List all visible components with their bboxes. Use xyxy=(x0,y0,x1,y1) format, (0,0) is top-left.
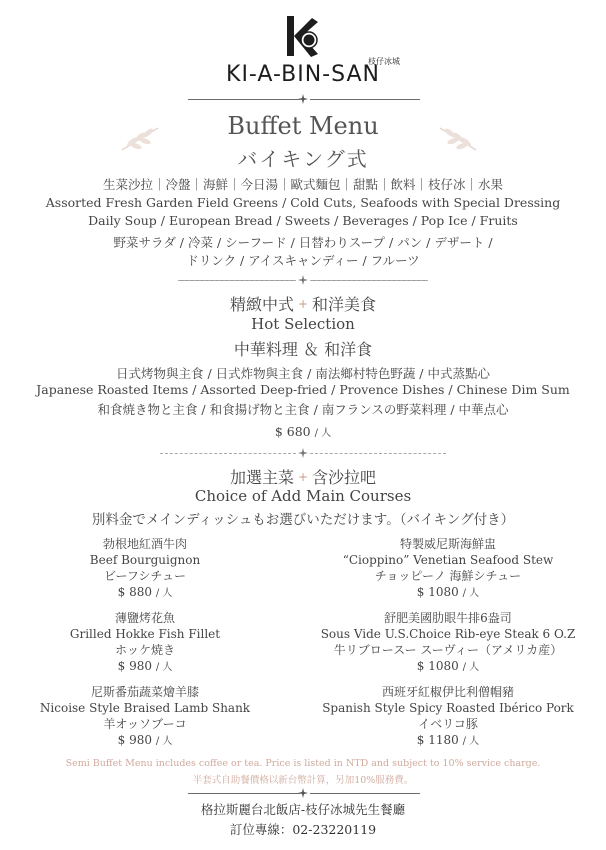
price-value: $ 880 xyxy=(117,585,152,599)
hot-selection-heading-jp: 中華料理 ＆ 和洋食 xyxy=(233,340,373,359)
heading-part: 和洋美食 xyxy=(312,295,377,314)
price-value: $ 1080 xyxy=(416,659,459,673)
item-name-jp: チョッピーノ 海鮮シチュー xyxy=(374,569,522,583)
price-unit: / 人 xyxy=(462,588,480,599)
price-unit: / 人 xyxy=(155,662,173,673)
item-name-cn: 薄鹽烤花魚 xyxy=(114,611,175,625)
menu-title: Buffet Menu xyxy=(227,112,379,140)
item-name-en: Beef Bourguignon xyxy=(89,553,201,567)
divider xyxy=(310,280,428,281)
buffet-items-cn: 生菜沙拉｜冷盤｜海鮮｜今日湯｜歐式麵包｜甜點｜飲料｜枝仔冰｜水果 xyxy=(102,177,503,192)
buffet-items-en: Assorted Fresh Garden Field Greens / Cold Cuts, Seafoods with Special Dressing xyxy=(45,195,561,210)
price-value: $ 1080 xyxy=(416,585,459,599)
price-unit: / 人 xyxy=(462,736,480,747)
divider xyxy=(178,280,296,281)
buffet-items-jp: ドリンク / アイスキャンディー / フルーツ xyxy=(186,253,420,268)
item-name-cn: 舒肥美國肋眼牛排6盎司 xyxy=(384,611,512,625)
price-value: $ 1180 xyxy=(416,733,459,747)
menu-item xyxy=(10,684,280,750)
item-name-en: “Cioppino” Venetian Seafood Stew xyxy=(342,553,554,567)
price-unit: / 人 xyxy=(155,588,173,599)
price-unit: / 人 xyxy=(314,428,332,439)
divider-bottom xyxy=(310,793,420,794)
item-name-jp: ホッケ焼き xyxy=(114,643,175,657)
price-unit: / 人 xyxy=(155,736,173,747)
divider-top xyxy=(310,99,420,100)
menu-item xyxy=(10,610,280,676)
service-note-en: Semi Buffet Menu includes coffee or tea. Price is listed in NTD and subject to 10% service charge. xyxy=(65,758,541,769)
heading-part: 含沙拉吧 xyxy=(312,468,377,487)
plus-icon: + xyxy=(297,297,309,311)
item-name-cn: 尼斯番茄蔬菜燴羊膝 xyxy=(90,685,199,699)
brand-name-cn: 枝仔冰城 xyxy=(368,57,400,66)
item-price xyxy=(10,584,280,602)
item-price xyxy=(313,584,583,602)
price-unit: / 人 xyxy=(462,662,480,673)
plus-icon: + xyxy=(297,470,309,484)
buffet-items-jp: 野菜サラダ / 冷菜 / シーフード / 日替わりスープ / パン / デザート / xyxy=(113,235,493,250)
price-value: $ 980 xyxy=(117,659,152,673)
hot-items-cn: 日式烤物與主食 / 日式炸物與主食 / 南法鄉村特色野蔬 / 中式蒸點心 xyxy=(116,366,490,381)
menu-item xyxy=(313,684,583,750)
menu-item xyxy=(313,610,583,676)
item-name-jp: ビーフシチュー xyxy=(103,569,187,583)
heading-part: 精緻中式 xyxy=(229,295,294,314)
ornament-icon xyxy=(298,788,308,798)
item-name-en: Sous Vide U.S.Choice Rib-eye Steak 6 O.Z xyxy=(320,627,576,641)
item-name-en: Nicoise Style Braised Lamb Shank xyxy=(39,701,251,715)
ornament-icon xyxy=(298,94,308,104)
menu-item xyxy=(10,536,280,602)
item-price xyxy=(10,732,280,750)
menu-item xyxy=(313,536,583,602)
add-main-heading-en: Choice of Add Main Courses xyxy=(194,487,412,505)
price-value: $ 980 xyxy=(117,733,152,747)
hot-items-jp: 和食焼き物と主食 / 和食揚げ物と主食 / 南フランスの野菜料理 / 中華点心 xyxy=(97,402,509,417)
brand-name: KI-A-BIN-SAN xyxy=(226,62,380,87)
restaurant-name: 格拉斯麗台北飯店-枝仔冰城先生餐廳 xyxy=(200,802,406,817)
divider-bottom xyxy=(188,793,300,794)
buffet-items-en: Daily Soup / European Bread / Sweets / Beverages / Pop Ice / Fruits xyxy=(88,213,518,228)
item-price xyxy=(313,732,583,750)
divider xyxy=(310,453,446,454)
item-name-en: Grilled Hokke Fish Fillet xyxy=(69,627,221,641)
item-price xyxy=(10,658,280,676)
add-main-heading xyxy=(0,465,606,488)
item-name-en: Spanish Style Spicy Roasted Ibérico Pork xyxy=(322,701,574,715)
hot-selection-price xyxy=(0,424,606,439)
item-name-cn: 特製威尼斯海鮮盅 xyxy=(399,537,496,551)
item-name-jp: イベリコ豚 xyxy=(418,717,478,731)
menu-title-jp: バイキング式 xyxy=(237,147,369,171)
item-name-jp: 羊オッソブーコ xyxy=(103,717,187,731)
item-name-cn: 西班牙紅椒伊比利僧帽豬 xyxy=(381,685,514,699)
item-name-jp: 牛リブロースー スーヴィー（アメリカ産） xyxy=(333,643,563,657)
price-value: $ 680 xyxy=(274,424,311,439)
hot-items-en: Japanese Roasted Items / Assorted Deep-fried / Provence Dishes / Chinese Dim Sum xyxy=(36,382,570,397)
hot-selection-heading-en: Hot Selection xyxy=(251,315,355,333)
divider-top xyxy=(188,99,300,100)
item-name-cn: 勃根地紅酒牛肉 xyxy=(102,537,187,551)
ornament-icon xyxy=(298,275,308,285)
add-main-heading-jp: 別料金でメインディッシュもお選びいただけます。（バイキング付き） xyxy=(91,512,515,528)
heading-part: 加選主菜 xyxy=(229,468,294,487)
divider xyxy=(160,453,296,454)
ornament-icon xyxy=(298,448,308,458)
reservation-phone: 訂位專線：02-23220119 xyxy=(229,822,377,837)
item-price xyxy=(313,658,583,676)
ki-a-bin-san-logo xyxy=(282,14,322,60)
hot-selection-heading xyxy=(0,292,606,315)
service-note-cn: 半套式自助餐價格以新台幣計算，另加10%服務費。 xyxy=(192,775,414,786)
